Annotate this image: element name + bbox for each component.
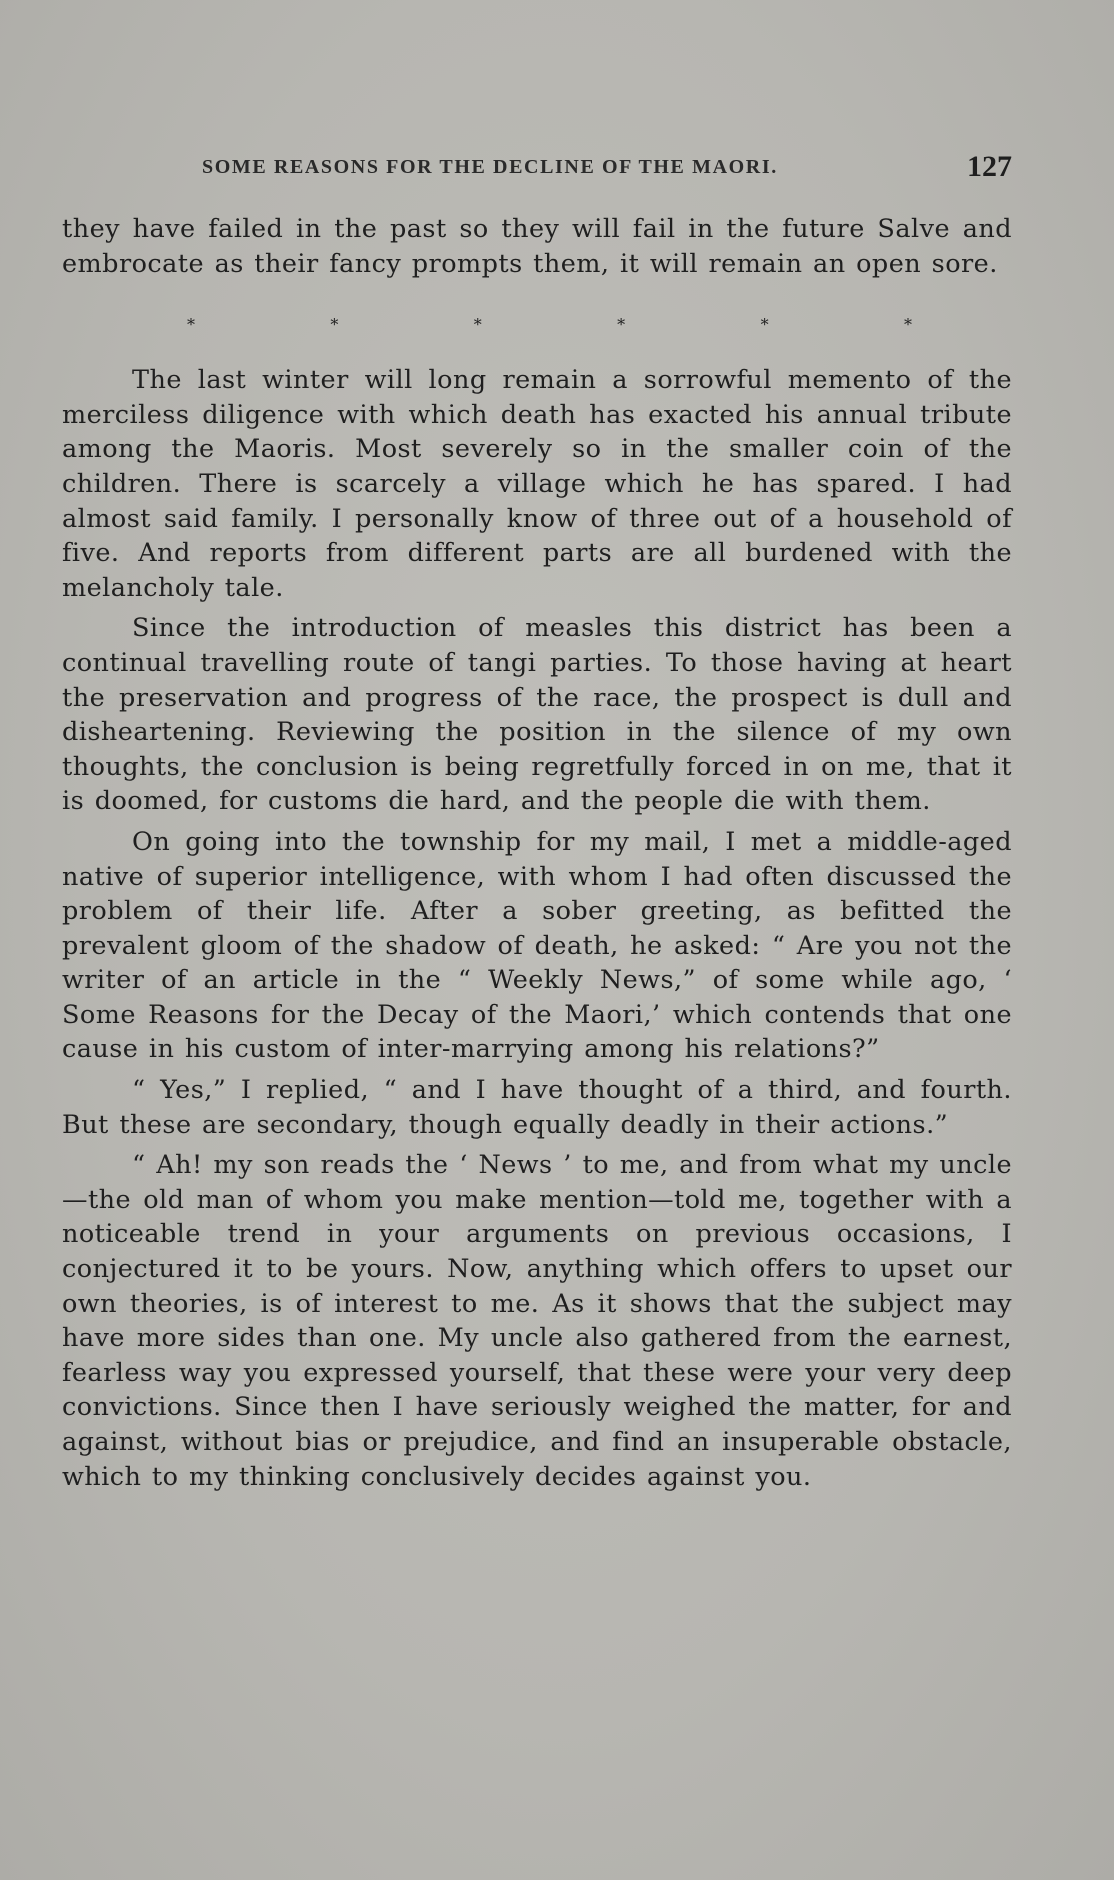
book-page [62,150,1012,1500]
page-number: 127 [967,150,1012,183]
asterisk: * [187,315,195,335]
paragraph-5: “ Yes,” I replied, “ and I have thought of a third, and fourth. But these are secondary, though equally deadly in their actions.” [62,1075,1012,1140]
asterisk: * [330,315,339,335]
asterisk: * [473,315,482,335]
paragraph-2: The last winter will long remain a sorrowful memento of the merciless diligence with which death has exacted his annual tribute among the Maoris. Most severely so in the smaller coin of the children. There is scarcely a village which he has spared. I had almost said family. I personally know of three out of a household of five. And reports from different parts are all burdened with the melancholy tale. [62,365,1012,603]
section-break [62,307,1012,343]
paragraph-1: they have failed in the past so they will fail in the future Salve and embrocate as their fancy prompts them, it will remain an open sore. [62,214,1012,279]
paragraph-6: “ Ah! my son reads the ‘ News ’ to me, and from what my uncle—the old man of whom you make mention—told me, together with a noticeable trend in your arguments on previous occasions, I conjectured it to be yours. Now, anything which offers to upset our own theories, is of interest to me. As it shows that the subject may have more sides than one. My uncle also gathered from the earnest, fearless way you expressed yourself, that these were your very deep convictions. Since then I have seriously weighed the matter, for and against, without bias or prejudice, and find an insuperable obstacle, which to my thinking conclusively decides against you. [62,1150,1012,1492]
asterisk: * [903,315,912,335]
paragraph-3: Since the introduction of measles this district has been a continual travelling route of tangi parties. To those having at heart the preservation and progress of the race, the prospect is dull and disheartening. Reviewing the position in the silence of my own thoughts, the conclusion is being regretfully forced in on me, that it is doomed, for customs die hard, and the people die with them. [62,613,1012,817]
running-head [62,150,1012,190]
running-title: SOME REASONS FOR THE DECLINE OF THE MAORI. [202,156,778,178]
paragraph-4: On going into the township for my mail, I met a middle-aged native of superior intelligence, with whom I had often discussed the problem of their life. After a sober greeting, as befitted the prevalent gloom of the shadow of death, he asked: “ Are you not the writer of an article in the “ Weekly News,” of some while ago, ‘ Some Reasons for the Decay of the Maori,’ which contends that one cause in his custom of inter-marrying among his relations?” [62,826,1012,1065]
asterisk: * [760,315,769,335]
asterisk: * [617,315,626,335]
